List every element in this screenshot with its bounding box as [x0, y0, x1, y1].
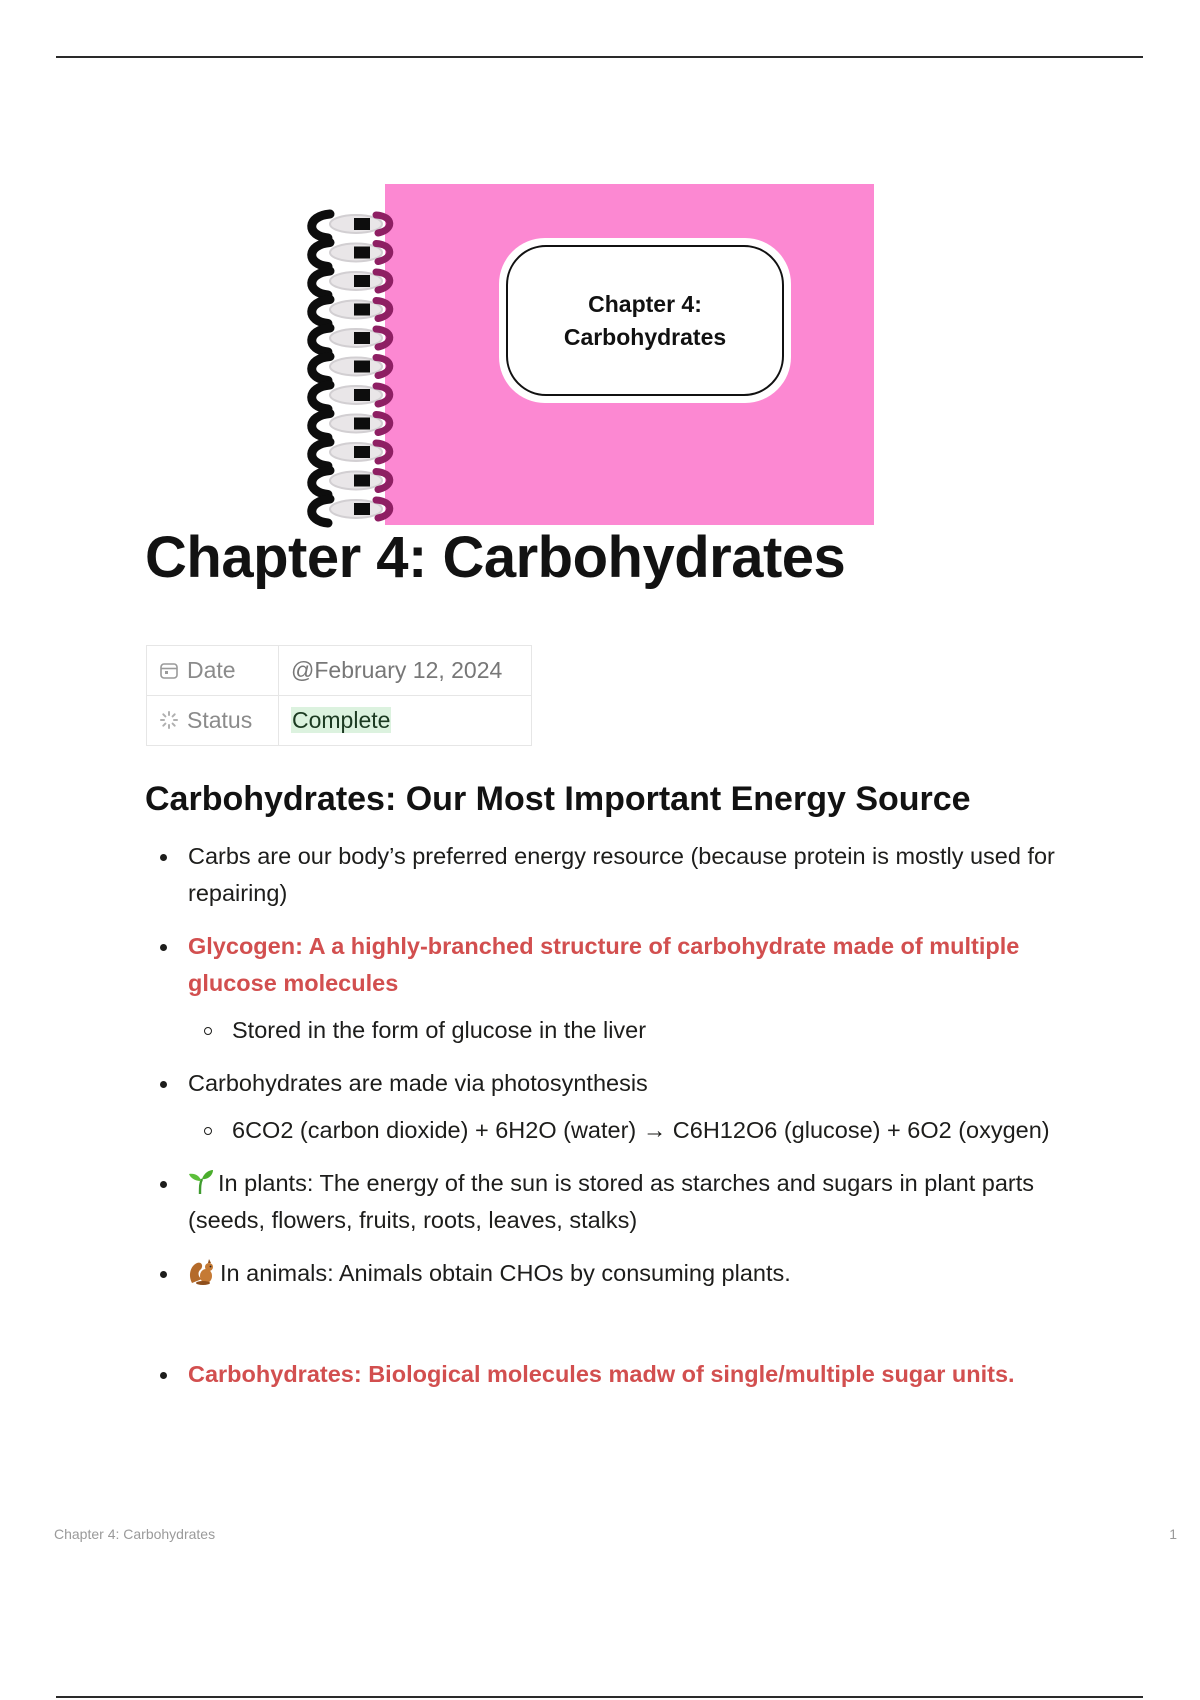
page-title: Chapter 4: Carbohydrates [145, 525, 846, 590]
properties-table [146, 645, 532, 746]
bullet-text: Carbohydrates are made via photosynthesis [188, 1070, 648, 1096]
list-item [160, 1255, 1080, 1292]
property-key [147, 646, 279, 696]
footer-document-name: Chapter 4: Carbohydrates [54, 1526, 216, 1542]
calendar-icon [159, 660, 179, 680]
status-badge[interactable]: Complete [292, 707, 391, 733]
bottom-rule [56, 1696, 1143, 1698]
property-row-status [147, 696, 532, 746]
spiral-binding-graphic [302, 208, 432, 528]
list-item [160, 838, 1080, 912]
status-spinner-icon [159, 710, 179, 730]
bullet-text: Carbs are our body’s preferred energy resource (because protein is mostly used for repairing) [188, 843, 1055, 906]
cover-label-line1: Chapter 4: [588, 290, 702, 317]
property-key [147, 696, 279, 746]
bullet-list [160, 838, 1080, 1393]
cover-label-line2: Carbohydrates [563, 323, 727, 350]
section-heading: Carbohydrates: Our Most Important Energy Source [145, 780, 971, 818]
squirrel-icon [188, 1258, 216, 1286]
footer-page-number: 1 [1169, 1526, 1177, 1542]
property-key-label: Date [187, 657, 236, 683]
list-item [160, 1065, 1080, 1102]
cover-label [499, 238, 791, 403]
bullet-text: 6CO2 (carbon dioxide) + 6H2O (water) → C6H12O6 (glucose) + 6O2 (oxygen) [232, 1117, 1050, 1143]
list-item-sub [160, 1012, 1080, 1049]
property-value[interactable] [279, 696, 532, 746]
bullet-text-highlight: Glycogen: A a highly-branched structure of carbohydrate made of multiple glucose molecules [188, 933, 1020, 996]
list-item-sub [160, 1112, 1080, 1149]
top-rule [56, 56, 1143, 58]
date-value[interactable]: @February 12, 2024 [291, 657, 503, 683]
seedling-icon [188, 1169, 214, 1195]
property-value[interactable] [279, 646, 532, 696]
property-row-date [147, 646, 532, 696]
bullet-text: In animals: Animals obtain CHOs by consuming plants. [220, 1260, 791, 1286]
bullet-text: Stored in the form of glucose in the liver [232, 1017, 647, 1043]
bullet-text: In plants: The energy of the sun is stored as starches and sugars in plant parts (seeds, flowers, fruits, roots, leaves, stalks) [188, 1170, 1035, 1233]
list-item [160, 928, 1080, 1002]
property-key-label: Status [187, 707, 253, 733]
bullet-text-highlight: Carbohydrates: Biological molecules madw of single/multiple sugar units. [188, 1361, 1015, 1387]
list-item [160, 1356, 1080, 1393]
list-item [160, 1165, 1080, 1239]
